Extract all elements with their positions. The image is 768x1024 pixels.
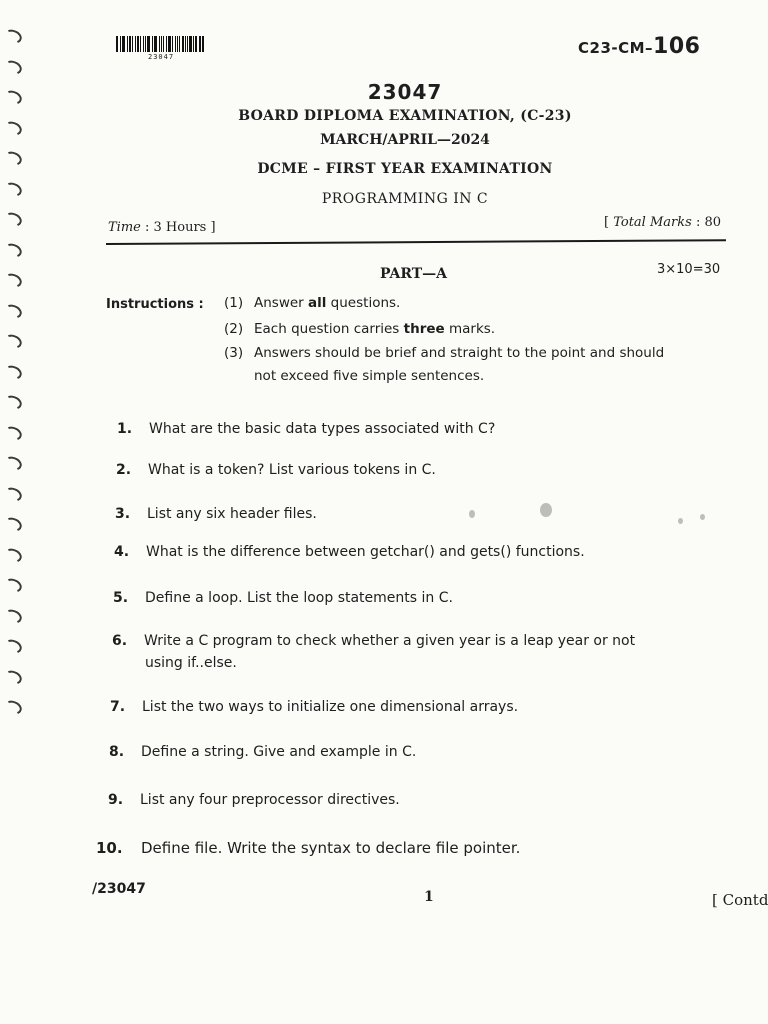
barcode-bar: [177, 36, 178, 52]
instruction-number: (2): [224, 321, 244, 337]
barcode-bar: [163, 36, 165, 52]
question-text: List the two ways to initialize one dimensional arrays.: [142, 699, 519, 715]
instruction-item: [224, 321, 495, 337]
question-number: 8.: [109, 744, 125, 760]
footer-exam-code: /23047: [92, 881, 146, 897]
instruction-number: (3): [224, 345, 244, 361]
spiral-binding: [0, 30, 26, 730]
binding-ring: [2, 454, 23, 472]
question-number: 1.: [117, 421, 133, 437]
instruction-text: questions.: [326, 295, 401, 311]
barcode-bar: [179, 36, 180, 52]
barcode-bar: [161, 36, 162, 52]
part-marks: 3×10=30: [657, 262, 721, 277]
question-item: [115, 506, 317, 522]
subject-title: PROGRAMMING IN C: [321, 191, 489, 207]
scan-speck: [700, 514, 705, 520]
question-text: What are the basic data types associated with C?: [149, 421, 496, 437]
binding-ring: [2, 607, 23, 625]
barcode-bar: [135, 36, 136, 52]
year-examination: DCME – FIRST YEAR EXAMINATION: [257, 161, 553, 177]
time-value: : 3 Hours ]: [145, 220, 216, 235]
barcode-bar: [127, 36, 128, 52]
binding-ring: [2, 546, 23, 564]
barcode-bar: [166, 36, 167, 52]
question-item: [108, 792, 400, 808]
question-text: Define a string. Give and example in C.: [141, 744, 417, 760]
question-number: 7.: [110, 699, 126, 715]
paper-code: [578, 34, 700, 59]
instruction-text: Answers should be brief and straight to the point and should: [254, 345, 665, 361]
instruction-item: [224, 295, 400, 311]
question-item: [110, 699, 518, 715]
barcode-bar: [129, 36, 132, 52]
instruction-item: [224, 345, 664, 361]
question-text: List any four preprocessor directives.: [140, 792, 400, 808]
marks-value: : 80: [695, 215, 721, 230]
scan-speck: [678, 518, 683, 524]
barcode-bar: [155, 36, 157, 52]
question-item: [117, 421, 495, 437]
barcode-bar: [154, 36, 155, 52]
binding-ring: [2, 210, 23, 228]
barcode-bar: [122, 36, 123, 52]
barcode-bar: [175, 36, 177, 52]
barcode-bar: [152, 36, 153, 52]
board-title: BOARD DIPLOMA EXAMINATION, (C-23): [238, 108, 572, 124]
scan-speck: [540, 503, 552, 517]
header-divider: [106, 239, 726, 245]
binding-ring: [2, 119, 23, 137]
binding-ring: [2, 363, 23, 381]
question-item: [116, 462, 436, 478]
instruction-text-continued: not exceed five simple sentences.: [254, 368, 485, 384]
barcode-bar: [193, 36, 194, 52]
question-item: [113, 590, 453, 606]
barcode-bar: [200, 36, 201, 52]
question-item: [109, 744, 416, 760]
question-text-continued: using if..else.: [145, 655, 237, 671]
time-label: Time: [108, 220, 141, 235]
question-number: 4.: [114, 544, 130, 560]
barcode-number: 23047: [148, 53, 175, 61]
instruction-emphasis: three: [403, 321, 445, 337]
binding-ring: [2, 393, 23, 411]
question-text: What is a token? List various tokens in C.: [148, 462, 436, 478]
question-text: Define a loop. List the loop statements in C.: [145, 590, 453, 606]
exam-session: MARCH/APRIL—2024: [320, 132, 490, 148]
barcode-bar: [199, 36, 200, 52]
barcode-bar: [195, 36, 197, 52]
binding-ring: [2, 576, 23, 594]
barcode-bar: [145, 36, 147, 52]
barcode-bar: [182, 36, 184, 52]
barcode-bar: [147, 36, 150, 52]
page-number: 1: [424, 889, 434, 905]
barcode-bar: [120, 36, 121, 52]
barcode-bar: [172, 36, 173, 52]
binding-ring: [2, 271, 23, 289]
instruction-text: Answer: [254, 295, 309, 311]
question-number: 9.: [108, 792, 124, 808]
question-text: List any six header files.: [147, 506, 317, 522]
question-item: [112, 633, 635, 649]
binding-ring: [2, 27, 23, 45]
barcode-bar: [189, 36, 192, 52]
binding-ring: [2, 88, 23, 106]
instruction-text: Each question carries: [254, 321, 404, 337]
barcode-bar: [140, 36, 141, 52]
question-text: Define file. Write the syntax to declare file pointer.: [141, 839, 521, 857]
question-number: 10.: [96, 839, 123, 857]
question-text: What is the difference between getchar() and gets() functions.: [146, 544, 585, 560]
paper-code-number: 106: [653, 34, 701, 59]
binding-ring: [2, 485, 23, 503]
binding-ring: [2, 698, 23, 716]
binding-ring: [2, 302, 23, 320]
scan-speck: [469, 510, 475, 518]
question-number: 5.: [113, 590, 129, 606]
instruction-emphasis: all: [308, 295, 327, 311]
binding-ring: [2, 332, 23, 350]
binding-ring: [2, 637, 23, 655]
binding-ring: [2, 515, 23, 533]
marks-label: Total Marks: [613, 215, 692, 230]
question-number: 6.: [112, 633, 128, 649]
total-marks: [604, 215, 721, 230]
instructions-label: Instructions :: [106, 297, 204, 312]
barcode-bar: [143, 36, 144, 52]
barcode-bar: [116, 36, 118, 52]
exam-code: 23047: [367, 80, 443, 104]
binding-ring: [2, 668, 23, 686]
question-item: [96, 839, 520, 857]
barcode-bar: [168, 36, 171, 52]
question-item: [114, 544, 585, 560]
binding-ring: [2, 180, 23, 198]
question-text: Write a C program to check whether a given year is a leap year or not: [144, 633, 636, 649]
paper-code-prefix: C23-CM–: [578, 39, 654, 57]
continued-marker: [ Contd: [712, 891, 768, 909]
part-title: PART—A: [380, 266, 448, 282]
barcode-bar: [132, 36, 133, 52]
barcode-bar: [187, 36, 188, 52]
barcode-bar: [159, 36, 160, 52]
binding-ring: [2, 424, 23, 442]
barcode-bar: [123, 36, 125, 52]
binding-ring: [2, 58, 23, 76]
barcode-bar: [137, 36, 139, 52]
marks-bracket: [: [604, 215, 610, 230]
barcode-bar: [202, 36, 204, 52]
binding-ring: [2, 149, 23, 167]
binding-ring: [2, 241, 23, 259]
question-number: 3.: [115, 506, 131, 522]
time-allowed: [108, 220, 216, 235]
barcode-bar: [185, 36, 186, 52]
question-number: 2.: [116, 462, 132, 478]
instruction-text: marks.: [444, 321, 496, 337]
barcode: [116, 36, 206, 52]
instruction-number: (1): [224, 295, 244, 311]
